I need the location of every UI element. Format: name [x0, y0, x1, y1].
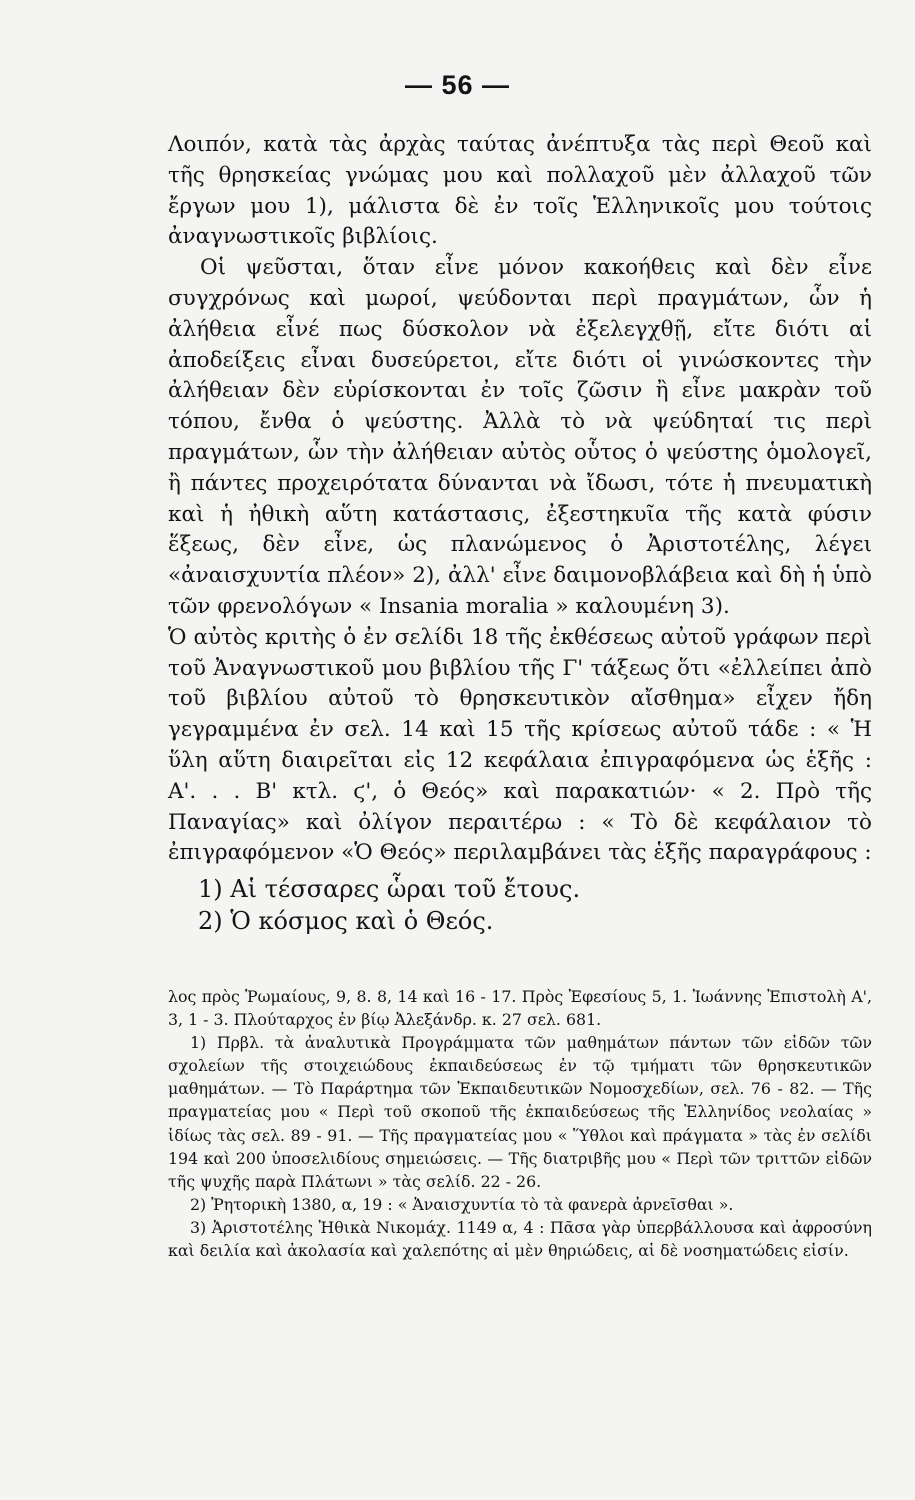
- footnote: 2) Ῥητορικὴ 1380, α, 19 : « Ἀναισχυντία τὸ τὰ φανερὰ ἀρνεῖσθαι ».: [190, 1194, 734, 1214]
- main-text: [168, 130, 872, 937]
- footnotes: [168, 985, 872, 1262]
- page-number: — 56 —: [404, 70, 511, 100]
- paragraph-list: [168, 873, 872, 937]
- paragraph: Οἱ ψεῦσται, ὅταν εἶνε μόνον κακοήθεις καὶ δὲν εἶνε συγχρόνως καὶ μωροί, ψεύδονται περὶ πραγμάτων, ὧν ἡ ἀλήθεια εἶνέ πως δύσκολον νὰ ἐξελεγχθῇ, εἴτε διότι αἱ ἀποδείξεις εἶναι δυσεύρετοι, εἴτε διότι οἱ γινώσκοντες τὴν ἀλήθειαν δὲν εὑρίσκονται ἐν τοῖς ζῶσιν ἢ εἶνε μακρὰν τοῦ τόπου, ἔνθα ὁ ψεύστης. Ἀλλὰ τὸ νὰ ψεύδηταί τις περὶ πραγμάτων, ὧν τὴν ἀλήθειαν αὐτὸς οὗτος ὁ ψεύστης ὁμολογεῖ, ἢ πάντες προχειρότατα δύνανται νὰ ἴδωσι, τότε ἡ πνευματικὴ καὶ ἡ ἠθικὴ αὕτη κατάστασις, ἐξεστηκυῖα τῆς κατὰ φύσιν ἕξεως, δὲν εἶνε, ὡς πλανώμενος ὁ Ἀριστοτέλης, λέγει «ἀναισχυντία πλέον» 2), ἀλλ' εἶνε δαιμονοβλάβεια καὶ δὴ ἡ ὑπὸ τῶν φρενολόγων « Insania moralia » καλουμένη 3).: [168, 255, 872, 619]
- list-item: 2) Ὁ κόσμος καὶ ὁ Θεός.: [198, 907, 494, 936]
- footnote: 1) Πρβλ. τὰ ἀναλυτικὰ Προγράμματα τῶν μαθημάτων πάντων τῶν εἰδῶν τῶν σχολείων τῆς στοιχειώδους ἐκπαιδεύσεως ἐν τῷ τμήματι τῶν θρησκευτικῶν μαθημάτων. — Τὸ Παράρτημα τῶν Ἐκπαιδευτικῶν Νομοσχεδίων, σελ. 76 - 82. — Τῆς πραγματείας μου « Περὶ τοῦ σκοποῦ τῆς ἐκπαιδεύσεως τῆς Ἑλληνίδος νεολαίας » ἰδίως τὰς σελ. 89 - 91. — Τῆς πραγματείας μου « Ὕθλοι καὶ πράγματα » τὰς ἐν σελίδι 194 καὶ 200 ὑποσελιδίους σημειώσεις. — Τῆς διατριβῆς μου « Περὶ τῶν τριττῶν εἰδῶν τῆς ψυχῆς παρὰ Πλάτωνι » τὰς σελίδ. 22 - 26.: [168, 1033, 872, 1191]
- footnote: 3) Ἀριστοτέλης Ἠθικὰ Νικομάχ. 1149 α, 4 : Πᾶσα γὰρ ὑπερβάλλουσα καὶ ἀφροσύνη καὶ δειλία καὶ ἀκολασία καὶ χαλεπότης αἱ μὲν θηριώδεις, αἱ δὲ νοσηματώδεις εἰσίν.: [168, 1217, 872, 1261]
- footnote-continuation: λος πρὸς Ῥωμαίους, 9, 8. 8, 14 καὶ 16 - 17. Πρὸς Ἐφεσίους 5, 1. Ἰωάννης Ἐπιστολὴ Α', 3, 1 - 3. Πλούταρχος ἐν βίῳ Ἀλεξάνδρ. κ. 27 σελ. 681.: [168, 987, 872, 1030]
- paragraph: Ὁ αὐτὸς κριτὴς ὁ ἐν σελίδι 18 τῆς ἐκθέσεως αὐτοῦ γράφων περὶ τοῦ Ἀναγνωστικοῦ μου βιβλίου τῆς Γ' τάξεως ὅτι «ἐλλείπει ἀπὸ τοῦ βιβλίου αὐτοῦ τὸ θρησκευτικὸν αἴσθημα» εἶχεν ἤδη γεγραμμένα ἐν σελ. 14 καὶ 15 τῆς κρίσεως αὐτοῦ τάδε : « Ἡ ὕλη αὕτη διαιρεῖται εἰς 12 κεφάλαια ἐπιγραφόμενα ὡς ἑξῆς : Α'. . . Β' κτλ. ϛ', ὁ Θεός» καὶ παρακατιών· « 2. Πρὸ τῆς Παναγίας» καὶ ὀλίγον περαιτέρω : « Τὸ δὲ κεφάλαιον τὸ ἐπιγραφόμενον «Ὁ Θεός» περιλαμβάνει τὰς ἑξῆς παραγράφους :: [168, 624, 872, 866]
- paragraph: Λοιπόν, κατὰ τὰς ἀρχὰς ταύτας ἀνέπτυξα τὰς περὶ Θεοῦ καὶ τῆς θρησκείας γνώμας μου καὶ πολλαχοῦ μὲν ἀλλαχοῦ τῶν ἔργων μου 1), μάλιστα δὲ ἐν τοῖς Ἑλληνικοῖς μου τούτοις ἀναγνωστικοῖς βιβλίοις.: [168, 132, 872, 250]
- list-item: 1) Αἱ τέσσαρες ὧραι τοῦ ἔτους.: [198, 875, 581, 904]
